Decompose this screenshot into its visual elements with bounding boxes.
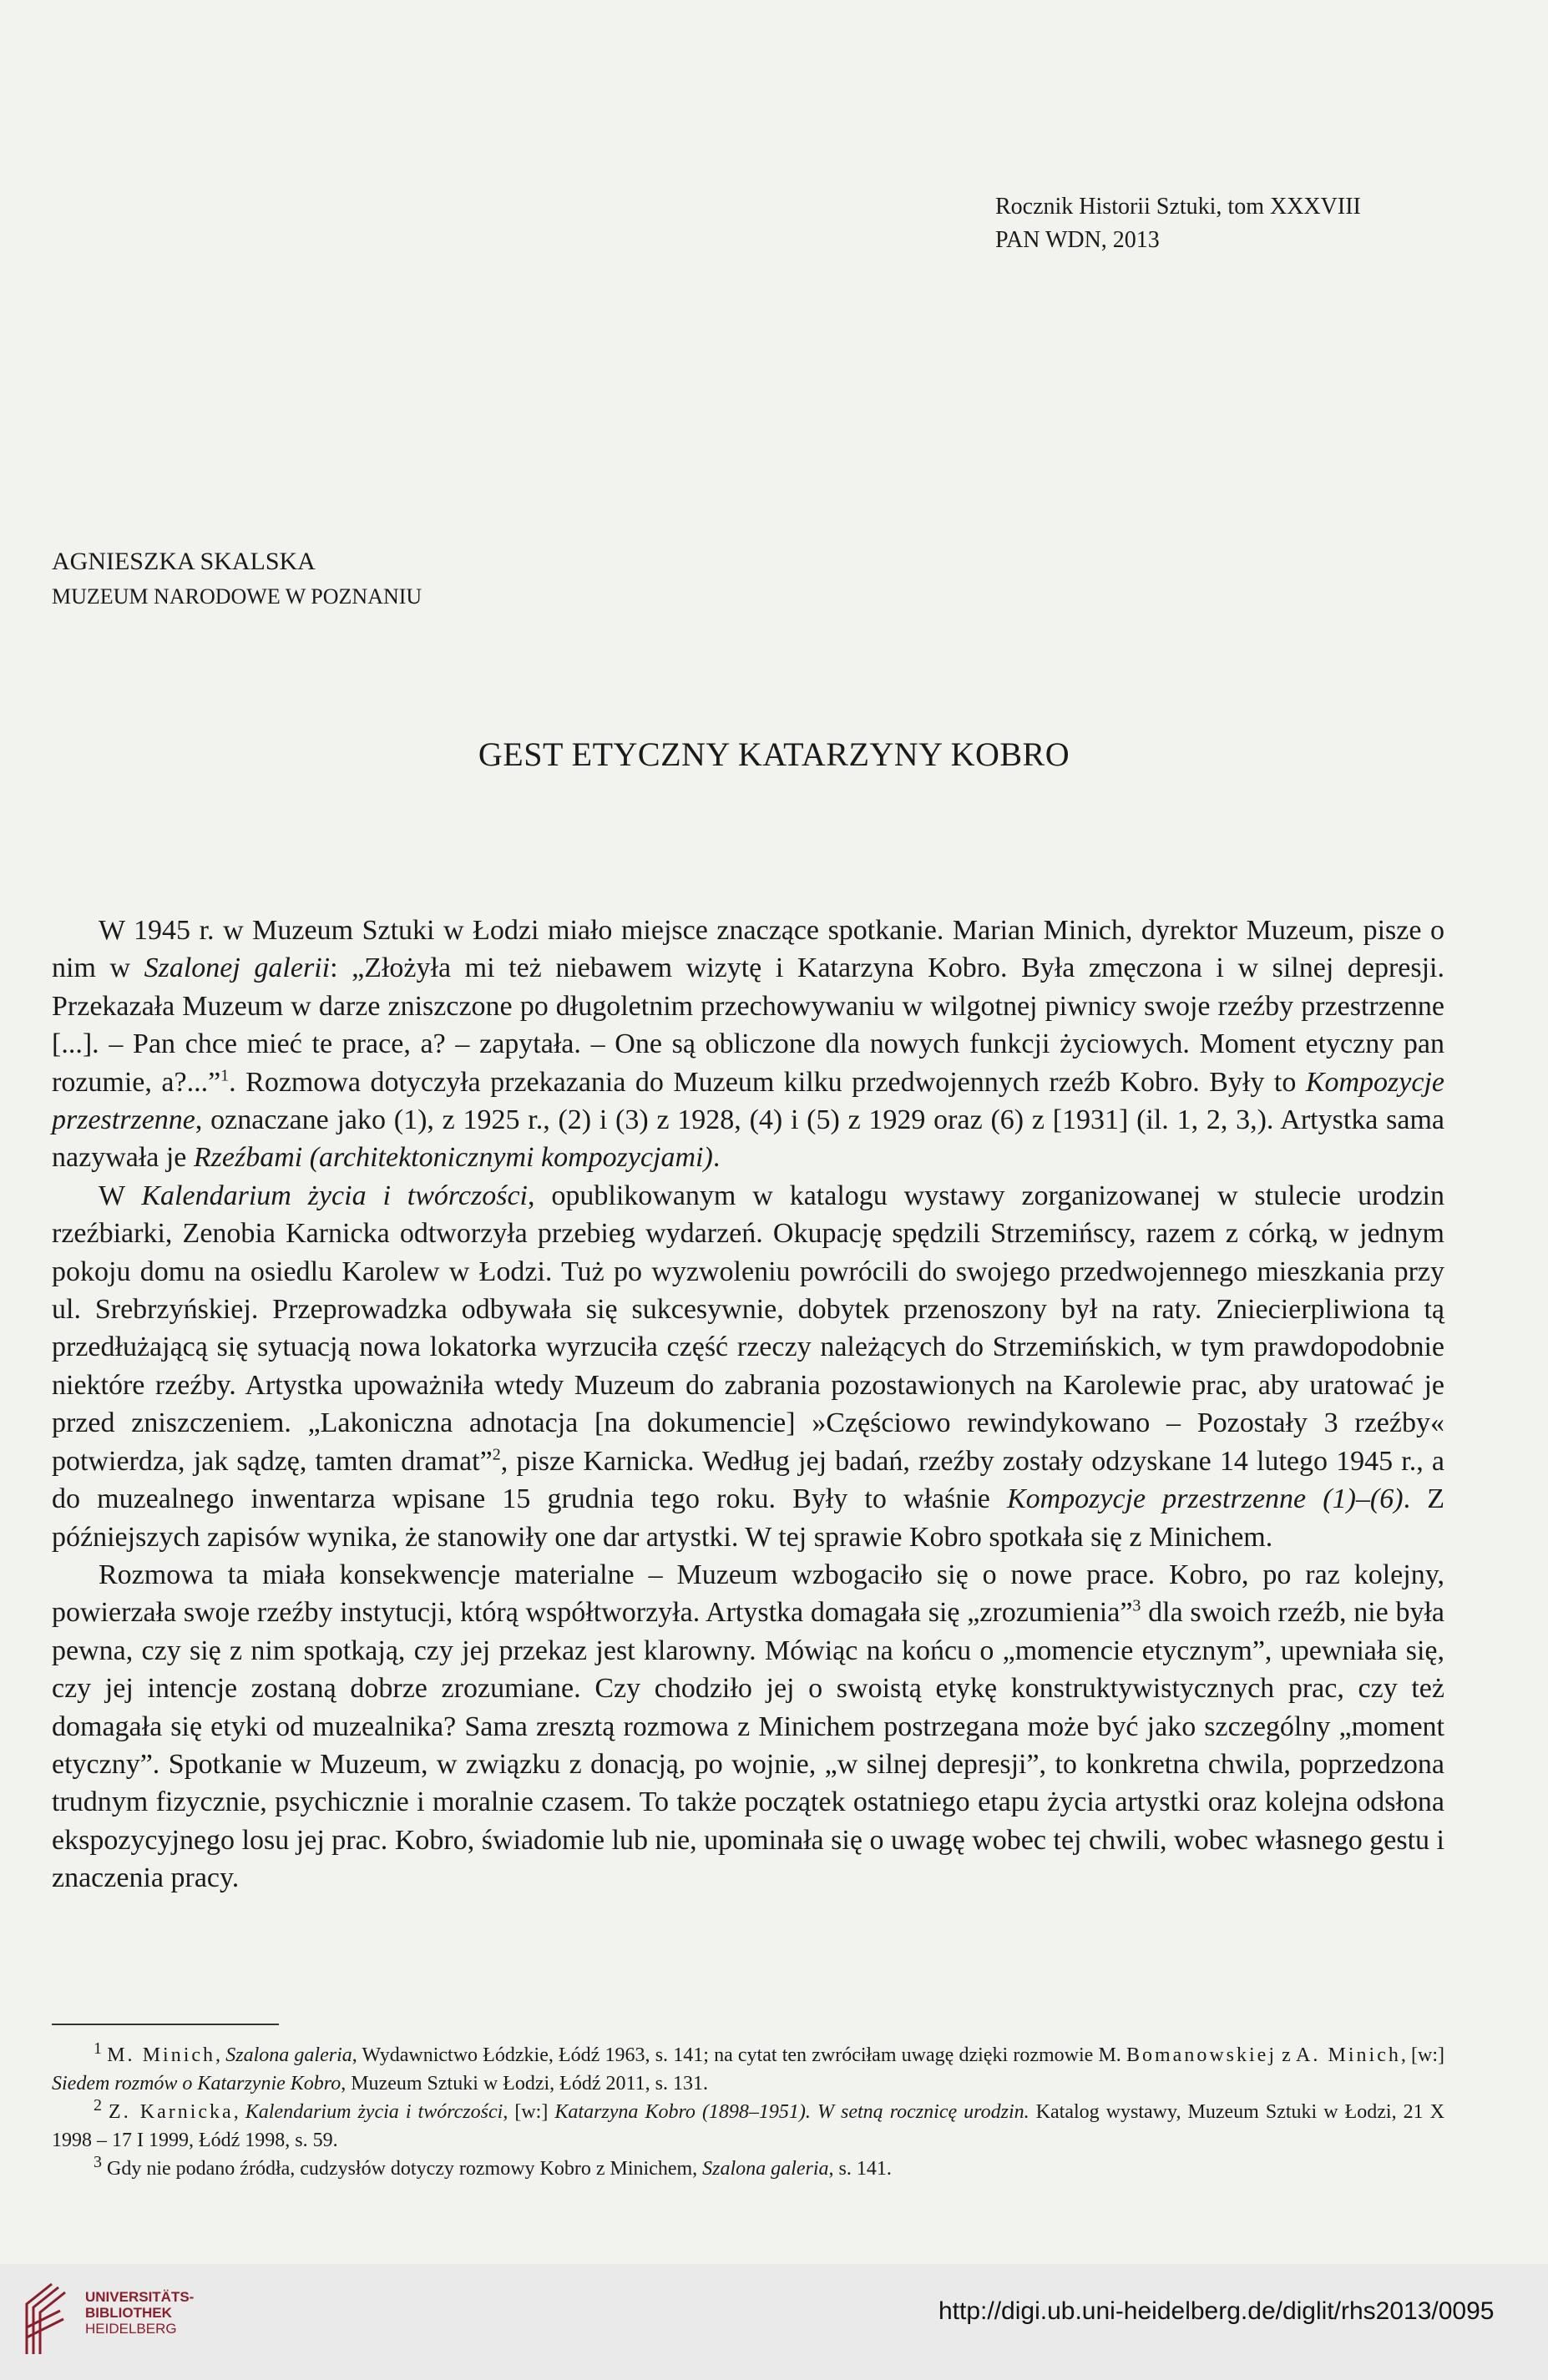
author-affiliation: MUZEUM NARODOWE W POZNANIU	[52, 584, 422, 609]
italic-title: Szalonej galerii	[144, 953, 331, 984]
footnote-number: 2	[94, 2096, 102, 2115]
text-span: , s. 141.	[828, 2158, 892, 2180]
article-body	[52, 912, 1444, 1897]
italic-title: Kompozycje przestrzenne	[52, 1066, 1444, 1136]
footnote-divider	[52, 2024, 279, 2025]
university-library-logo-icon	[18, 2279, 72, 2359]
text-span: , oznaczane jako (1), z 1925 r., (2) i (3) z 1928, (4) i (5) z 1929 oraz (6) z [1931] (il. 1, 2, 3,). Artystka sama nazywała je	[52, 1104, 1444, 1174]
article-title: GEST ETYCZNY KATARZYNY KOBRO	[478, 735, 1070, 773]
italic-title: Szalona galeria	[225, 2044, 352, 2066]
spaced-name: A. Minich	[1296, 2044, 1401, 2066]
text-span: , Muzeum Sztuki w Łodzi, Łódź 2011, s. 131.	[341, 2073, 708, 2095]
text-span: W 1945 r. w Muzeum Sztuki w Łodzi miało miejsce znaczące spotkanie. Marian Minich, dyrektor Muzeum, pisze o nim w	[52, 915, 1444, 984]
text-span: W	[99, 1180, 142, 1211]
journal-publisher: PAN WDN, 2013	[995, 227, 1160, 253]
text-span: Katalog wystawy, Muzeum Sztuki w Łodzi, 21 X 1998 – 17 I 1999, Łódź 1998, s. 59.	[52, 2101, 1445, 2151]
text-span: ,	[233, 2101, 245, 2123]
spaced-name: Bomanowskiej	[1126, 2044, 1277, 2066]
footnote-2	[52, 2098, 1444, 2155]
journal-title: Rocznik Historii Sztuki, tom XXXVIII	[995, 194, 1361, 220]
text-span: , [w:]	[503, 2101, 555, 2123]
text-span: dla swoich rzeźb, nie była pewna, czy się z nim spotkają, czy jej przekaz jest klarowny. Mówiąc na końcu o „momencie etycznym”, upewniała się, czy jej intencje zostaną dobrze zrozumiane. Czy chodziło jej o swoistą etykę konstruktywistycznych prac, czy też domagała się etyki od muzealnika? Sama zresztą rozmowa z Minichem postrzegana może być jako szczególny „moment etyczny”. Spotkanie w Muzeum, w związku z donacją, po wojnie, „w silnej depresji”, to konkretna chwila, poprzedzona trudnym fizycznie, psychicznie i moralnie czasem. To także początek ostatniego etapu życia artystki oraz kolejna odsłona ekspozycyjnego losu jej prac. Kobro, świadomie lub nie, upominała się o uwagę wobec tej chwili, wobec własnego gestu i znaczenia pracy.	[52, 1597, 1445, 1894]
footnote-ref[interactable]: 2	[492, 1445, 501, 1464]
footnotes	[52, 2041, 1444, 2183]
footnote-ref[interactable]: 1	[220, 1066, 230, 1085]
author-block	[52, 544, 422, 614]
footnote-number: 1	[94, 2039, 102, 2058]
italic-title: Kompozycje przestrzenne (1)–(6)	[1006, 1483, 1404, 1515]
italic-title: Katarzyna Kobro (1898–1951). W setną rocznicę urodzin.	[554, 2101, 1029, 2123]
paragraph-3	[52, 1556, 1444, 1897]
italic-title: Kalendarium życia i twórczości	[245, 2101, 503, 2123]
spaced-name: Z. Karnicka	[109, 2101, 234, 2123]
paragraph-1	[52, 912, 1444, 1177]
text-span: Gdy nie podano źródła, cudzysłów dotyczy rozmowy Kobro z Minichem,	[107, 2158, 703, 2180]
text-span: z	[1277, 2044, 1297, 2066]
italic-title: Rzeźbami (architektonicznymi kompozycjami)	[193, 1142, 713, 1174]
text-span: , opublikowanym w katalogu wystawy zorganizowanej w stulecie urodzin rzeźbiarki, Zenobia Karnicka odtworzyła przebieg wydarzeń. Okupację spędzili Strzemińscy, razem z córką, w jednym pokoju domu na osiedlu Karolew w Łodzi. Tuż po wyzwoleniu powrócili do swojego przedwojennego mieszkania przy ul. Srebrzyńskiej. Przeprowadzka odbywała się sukcesywnie, dobytek przenoszony był na raty. Zniecierpliwiona tą przedłużającą się sytuacją nowa lokatorka wyrzuciła część rzeczy należących do Strzemińskich, w tym prawdopodobnie niektóre rzeźby. Artystka upoważniła wtedy Muzeum do zabrania pozostawionych na Karolewie prac, aby uratować je przed zniszczeniem. „Lakoniczna adnotacja [na dokumencie] »Częściowo rewindykowano – Pozostały 3 rzeźby« potwierdza, jak sądzę, tamten dramat”	[52, 1180, 1444, 1477]
footnote-number: 3	[94, 2153, 102, 2171]
italic-title: Siedem rozmów o Katarzynie Kobro	[52, 2073, 341, 2095]
library-line-3: HEIDELBERG	[85, 2321, 177, 2337]
italic-title: Kalendarium życia i twórczości	[141, 1180, 528, 1211]
footnote-1	[52, 2041, 1444, 2098]
journal-header	[995, 190, 1361, 257]
text-span: : „Złożyła mi też niebawem wizytę i Katarzyna Kobro. Była zmęczona i w silnej depresji. Przekazała Muzeum w darze zniszczone po długoletnim przechowywaniu w wilgotnej piwnicy swoje rzeźby przestrzenne [...]. – Pan chce mieć te prace, a? – zapytała. – One są obliczone dla nowych funkcji życiowych. Moment etyczny pan rozumie, a?...”	[52, 953, 1444, 1098]
text-span: Rozmowa ta miała konsekwencje materialne – Muzeum wzbogaciło się o nowe prace. Kobro, po raz kolejny, powierzała swoje rzeźby instytucji, którą współtworzyła. Artystka domagała się „zrozumienia”	[52, 1559, 1444, 1629]
spaced-name: M. Minich	[107, 2044, 216, 2066]
italic-title: Szalona galeria	[702, 2158, 829, 2180]
text-span: .	[712, 1142, 721, 1174]
text-span: , Wydawnictwo Łódzkie, Łódź 1963, s. 141; na cytat ten zwróciłam uwagę dzięki rozmowie M.	[352, 2044, 1126, 2066]
text-span: , pisze Karnicka. Według jej badań, rzeźby zostały odzyskane 14 lutego 1945 r., a do muzealnego inwentarza wpisane 15 grudnia tego roku. Były to właśnie	[52, 1445, 1444, 1515]
author-name: AGNIESZKA SKALSKA	[52, 548, 316, 575]
footnote-ref[interactable]: 3	[1132, 1596, 1141, 1615]
paragraph-2	[52, 1177, 1444, 1556]
text-span: , [w:]	[1400, 2044, 1445, 2066]
text-span: . Rozmowa dotyczyła przekazania do Muzeum kilku przedwojennych rzeźb Kobro. Były to	[229, 1066, 1306, 1098]
footnote-3	[52, 2155, 1444, 2183]
source-url-link[interactable]: http://digi.ub.uni-heidelberg.de/diglit/rhs2013/0095	[938, 2297, 1495, 2325]
library-line-1: UNIVERSITÄTS-	[85, 2289, 195, 2305]
library-line-2: BIBLIOTHEK	[85, 2305, 172, 2321]
text-span: ,	[215, 2044, 226, 2066]
library-name	[85, 2289, 194, 2337]
text-span: . Z późniejszych zapisów wynika, że stanowiły one dar artystki. W tej sprawie Kobro spotkała się z Minichem.	[52, 1483, 1444, 1553]
